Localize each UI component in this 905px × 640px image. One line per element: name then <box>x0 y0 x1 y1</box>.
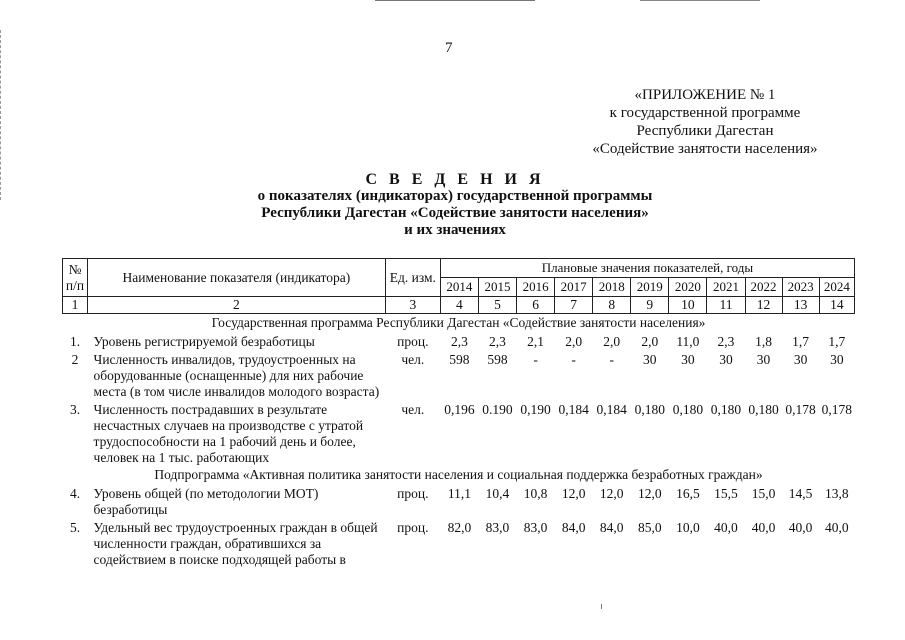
row-number: 5. <box>69 520 81 535</box>
value-cell: - <box>609 352 614 367</box>
annex-line: «ПРИЛОЖЕНИЕ № 1 <box>634 87 776 103</box>
header-year: 2017 <box>555 278 593 297</box>
row-number: 1. <box>69 334 81 349</box>
section-title: Подпрограмма «Активная политика занятости населения и социальная поддержка безработных граждан» <box>154 467 763 482</box>
table-body <box>63 297 855 569</box>
indicators-table <box>62 258 855 568</box>
header-unit: Ед. изм. <box>385 259 440 297</box>
value-cell: 14,5 <box>788 486 813 501</box>
value-cell: 40,0 <box>751 520 776 535</box>
value-cell: 30 <box>681 352 695 367</box>
header-year: 2018 <box>593 278 631 297</box>
scan-speck <box>601 604 602 609</box>
column-number: 10 <box>669 297 707 314</box>
value-cell: 83,0 <box>523 520 548 535</box>
section-row <box>63 314 855 333</box>
value-cell: 11,0 <box>676 334 700 349</box>
value-cell: 598 <box>487 352 508 367</box>
header-year: 2021 <box>707 278 745 297</box>
column-number: 8 <box>593 297 631 314</box>
value-cell: 2,0 <box>641 334 659 349</box>
annex-line: Республики Дагестан <box>636 123 774 139</box>
value-cell: 12,0 <box>561 486 586 501</box>
row-number: 3. <box>69 402 81 417</box>
header-planned: Плановые значения показателей, годы <box>440 259 854 278</box>
value-cell: - <box>571 352 576 367</box>
value-cell: 12,0 <box>599 486 624 501</box>
document-title <box>150 171 760 239</box>
header-name: Наименование показателя (индикатора) <box>88 259 386 297</box>
value-cell: 0,196 <box>444 402 475 417</box>
value-cell: 82,0 <box>447 520 472 535</box>
value-cell: 16,5 <box>676 486 700 501</box>
value-cell: 85,0 <box>637 520 662 535</box>
value-cell: 10,4 <box>485 486 510 501</box>
header-year: 2015 <box>478 278 516 297</box>
value-cell: 30 <box>830 352 844 367</box>
indicators-table-wrap <box>62 258 855 568</box>
unit-cell: чел. <box>401 402 425 417</box>
column-number: 14 <box>819 297 854 314</box>
column-number: 3 <box>385 297 440 314</box>
indicator-name: Численность инвалидов, трудоустроенных на оборудованные (оснащенные) для них рабочие места (в том числе инвалидов молодого возраста) <box>93 352 380 399</box>
annex-line: к государственной программе <box>609 105 801 121</box>
header-no: № п/п <box>63 259 88 297</box>
unit-cell: проц. <box>397 486 429 501</box>
header-year: 2014 <box>440 278 478 297</box>
annex-block <box>560 86 850 158</box>
header-year: 2016 <box>517 278 555 297</box>
table-row <box>63 350 855 400</box>
value-cell: 30 <box>756 352 771 367</box>
value-cell: 84,0 <box>561 520 586 535</box>
value-cell: 2,3 <box>450 334 468 349</box>
value-cell: 0,178 <box>821 402 853 417</box>
value-cell: 15,5 <box>714 486 738 501</box>
value-cell: 2,0 <box>565 334 583 349</box>
header-year: 2019 <box>631 278 669 297</box>
indicator-name: Уровень общей (по методологии МОТ) безработицы <box>93 486 319 517</box>
value-cell: 598 <box>449 352 470 367</box>
column-number: 13 <box>782 297 819 314</box>
value-cell: 12,0 <box>637 486 662 501</box>
table-row <box>63 484 855 518</box>
value-cell: 10,8 <box>523 486 548 501</box>
value-cell: 30 <box>793 352 808 367</box>
value-cell: 0,178 <box>785 402 816 417</box>
column-number: 1 <box>63 297 88 314</box>
value-cell: 0,184 <box>558 402 589 417</box>
unit-cell: проц. <box>397 334 429 349</box>
table-row <box>63 400 855 466</box>
value-cell: 2,3 <box>489 334 506 349</box>
value-cell: 1,7 <box>792 334 810 349</box>
table-row <box>63 518 855 568</box>
unit-cell: проц. <box>397 520 429 535</box>
column-number: 2 <box>88 297 386 314</box>
column-number: 5 <box>478 297 516 314</box>
value-cell: 11,1 <box>447 486 471 501</box>
header-year: 2020 <box>669 278 707 297</box>
title-line: Республики Дагестан «Содействие занятости населения» <box>261 205 649 221</box>
value-cell: 15,0 <box>751 486 776 501</box>
value-cell: 1,8 <box>755 334 772 349</box>
column-number: 9 <box>631 297 669 314</box>
indicator-name: Уровень регистрируемой безработицы <box>93 334 315 349</box>
scan-edge-line <box>375 0 535 1</box>
title-line: и их значениях <box>404 222 506 238</box>
value-cell: 0,180 <box>748 402 779 417</box>
column-number: 11 <box>707 297 745 314</box>
page-number: 7 <box>445 40 453 56</box>
value-cell: 30 <box>719 352 733 367</box>
value-cell: 13,8 <box>825 486 849 501</box>
title-heading: С В Е Д Е Н И Я <box>365 171 545 188</box>
header-year: 2024 <box>819 278 854 297</box>
value-cell: 1,7 <box>828 334 846 349</box>
section-title: Государственная программа Республики Дагестан «Содействие занятости населения» <box>211 315 706 330</box>
value-cell: 40,0 <box>788 520 813 535</box>
header-year: 2023 <box>782 278 819 297</box>
column-numbers-row <box>63 297 855 314</box>
value-cell: 40,0 <box>714 520 738 535</box>
value-cell: 40,0 <box>825 520 849 535</box>
value-cell: 2,3 <box>717 334 735 349</box>
unit-cell: чел. <box>401 352 425 367</box>
column-number: 7 <box>555 297 593 314</box>
value-cell: 0,180 <box>710 402 742 417</box>
value-cell: 0,180 <box>672 402 704 417</box>
value-cell: - <box>533 352 538 367</box>
section-row <box>63 466 855 484</box>
column-number: 4 <box>440 297 478 314</box>
value-cell: 84,0 <box>599 520 624 535</box>
value-cell: 0.190 <box>482 402 513 417</box>
value-cell: 0,184 <box>596 402 627 417</box>
value-cell: 2,0 <box>603 334 621 349</box>
annex-line: «Содействие занятости населения» <box>592 141 818 157</box>
value-cell: 30 <box>643 352 657 367</box>
value-cell: 0,180 <box>634 402 665 417</box>
table-row <box>63 332 855 350</box>
value-cell: 10,0 <box>676 520 700 535</box>
title-line: о показателях (индикаторах) государственной программы <box>257 188 653 204</box>
column-number: 12 <box>745 297 782 314</box>
column-number: 6 <box>517 297 555 314</box>
scan-edge-line <box>640 0 760 1</box>
header-year: 2022 <box>745 278 782 297</box>
value-cell: 0,190 <box>520 402 551 417</box>
scan-margin-marks <box>0 30 3 200</box>
indicator-name: Удельный вес трудоустроенных граждан в общей численности граждан, обратившихся за содействием в поиске подходящей работы в <box>93 520 378 567</box>
row-number: 2 <box>71 352 79 367</box>
indicator-name: Численность пострадавших в результате несчастных случаев на производстве с утратой трудоспособности на 1 рабочий день и более, человек на 1 тыс. работающих <box>93 402 364 465</box>
row-number: 4. <box>69 486 81 501</box>
value-cell: 2,1 <box>527 334 544 349</box>
value-cell: 83,0 <box>485 520 510 535</box>
